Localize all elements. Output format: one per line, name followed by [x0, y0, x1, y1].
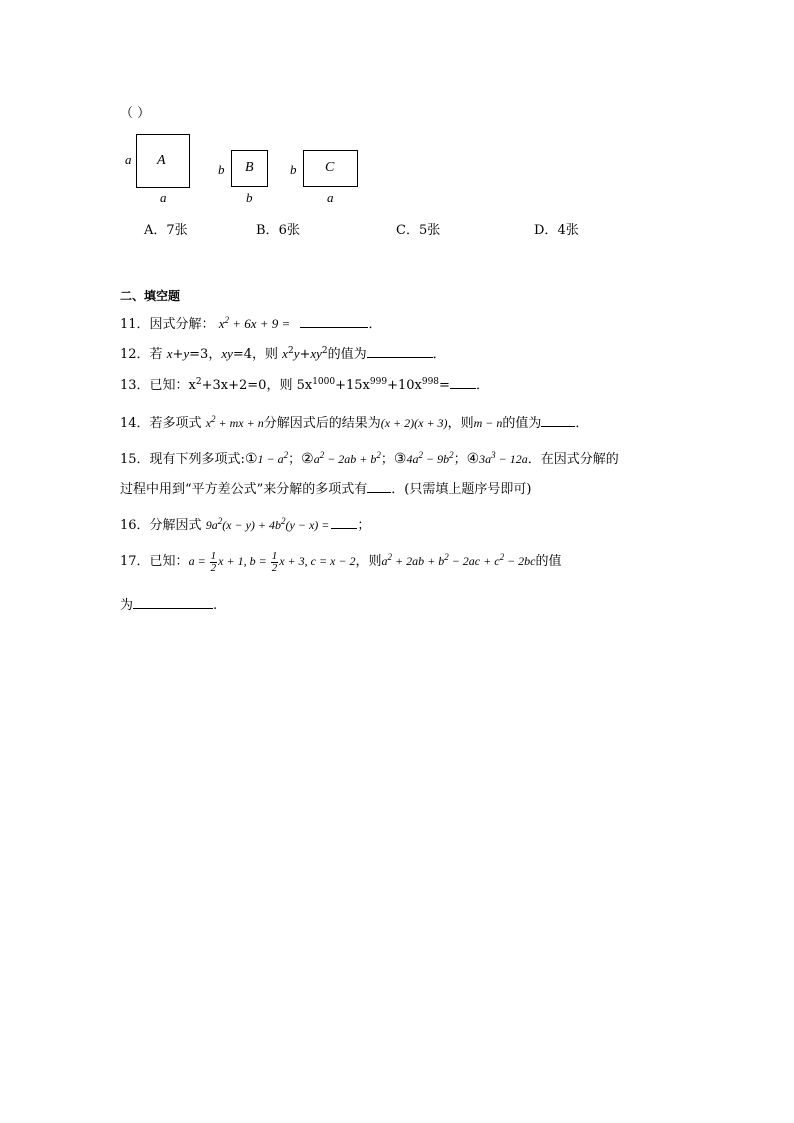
- q14-tail: ，则: [447, 416, 474, 431]
- question-11: 11．因式分解： $x^2 + 6x + 9$ = ．: [120, 315, 382, 332]
- square-a-name: A: [157, 153, 166, 168]
- q15-number: 15．: [120, 452, 150, 467]
- q17-number: 17．: [120, 554, 150, 569]
- q17-line-2: 为: [120, 598, 134, 613]
- question-14: 14．若多项式 $x^2$ + mx + n分解因式后的结果为(x + 2)(x + 3)，则m − n的值为 ．: [120, 414, 589, 431]
- option-b-text: 6张: [278, 223, 300, 238]
- option-a-text: 7张: [166, 223, 188, 238]
- option-b[interactable]: [256, 219, 300, 238]
- rect-c-side-label: b: [290, 162, 297, 177]
- q17-tail: 的值: [535, 554, 562, 569]
- q13-text-a: 已知：x: [149, 378, 196, 393]
- q15-circle-2: ②: [301, 451, 314, 467]
- q12-answer-blank[interactable]: [367, 345, 433, 358]
- q14-lead: 若多项式: [149, 416, 206, 431]
- rect-c-bottom-label: a: [327, 190, 334, 205]
- q13-exp-1000: 1000: [312, 377, 336, 387]
- q14-end: 的值为: [502, 416, 542, 431]
- q15-line-2-end: ．(只需填上题序号即可): [391, 482, 532, 497]
- q13-number: 13．: [120, 378, 150, 393]
- rect-c-name: C: [325, 160, 335, 175]
- q13-answer-blank[interactable]: [450, 376, 476, 389]
- question-12: 12．若 x+y=3，xy=4，则 $x^2y+xy^2$的值为 ．: [120, 346, 446, 362]
- q17-lead: 已知：: [149, 554, 189, 569]
- q13-exp-999: 999: [369, 377, 388, 387]
- q13-exp-998: 998: [421, 377, 440, 387]
- q12-text-d: 的值为: [327, 347, 367, 362]
- q16-number: 16．: [120, 518, 150, 533]
- section-title: 二、填空题: [120, 289, 181, 303]
- q17-mid: ，则: [355, 554, 382, 569]
- q15-circle-1: ①: [244, 451, 258, 467]
- q14-number: 14．: [120, 416, 150, 431]
- q11-expr: $x^2 + 6x + 9$ =: [218, 315, 291, 331]
- square-b-name: B: [245, 160, 254, 175]
- option-d[interactable]: [534, 219, 579, 238]
- q13-text-c: +15x: [335, 378, 370, 393]
- q13-text-e: =: [439, 378, 450, 393]
- q16-end: ；: [357, 518, 371, 533]
- q15-circle-4: ④: [466, 451, 480, 467]
- q12-text-c: =4，则: [232, 347, 283, 362]
- question-17-line-1: 17．已知：a = $\frac{1}{2}$ x + 1, b = $\frac{1}{2}$ x + 3, c = x − 2，则$a^2 + 2ab + b^2 - 2ac + c^2 - 2bc$的值: [120, 549, 562, 574]
- option-a-letter: A．: [144, 223, 167, 238]
- square-a-side-label: a: [125, 152, 132, 167]
- option-b-letter: B．: [256, 223, 279, 238]
- q14-answer-blank[interactable]: [541, 414, 575, 427]
- square-b-bottom-label: b: [246, 190, 253, 205]
- q12-number: 12．: [120, 347, 150, 362]
- q11-expr-tail: x + 9 =: [250, 316, 291, 331]
- option-d-text: 4张: [557, 223, 579, 238]
- question-15-line-1: 15．现有下列多项式:①1 − $a^2$；$②a^2 - 2ab + b^2$；$③4a^2 - 9b^2$；$④3a^3 - 12a$．在因式分解的: [120, 450, 619, 467]
- question-15-line-2: [120, 478, 531, 497]
- q11-lead: 因式分解：: [149, 317, 215, 332]
- q15-lead: 现有下列多项式:: [149, 452, 245, 467]
- option-c-text: 5张: [418, 223, 441, 238]
- q15-circle-3: ③: [393, 451, 407, 467]
- q16-lead: 分解因式: [149, 518, 206, 533]
- q12-text-a: 若: [149, 347, 167, 362]
- option-a[interactable]: [144, 219, 188, 238]
- question-17-line-2: 为 .: [120, 598, 218, 613]
- option-c-letter: C．: [396, 223, 419, 238]
- q15-answer-blank[interactable]: [367, 480, 391, 493]
- q13-exp-2: 2: [195, 377, 202, 387]
- option-c[interactable]: [396, 219, 440, 238]
- q15-tail: ．在因式分解的: [527, 452, 619, 467]
- q11-answer-blank[interactable]: [300, 315, 368, 328]
- q11-number: 11．: [120, 317, 150, 332]
- q13-text-d: +10x: [387, 378, 422, 393]
- q15-line-2: 过程中用到“平方差公式”来分解的多项式有: [120, 482, 368, 497]
- q17-answer-blank[interactable]: [133, 596, 213, 609]
- option-d-letter: D．: [534, 223, 558, 238]
- q12-text-b: =3，: [189, 347, 222, 362]
- question-13: 13．已知：$x^2+3x+2=0$，则 $5x^{1000}+15x^{999}+10x^{998}=$ ．: [120, 377, 489, 393]
- square-b-side-label: b: [218, 162, 225, 177]
- q16-answer-blank[interactable]: [331, 516, 357, 529]
- q13-text-b: +3x+2=0，则 5x: [201, 378, 313, 393]
- question-answer-bracket: （ ）: [120, 106, 151, 121]
- q14-mid: 分解因式后的结果为: [263, 416, 381, 431]
- question-16: 16．分解因式 $9a^2(x - y) + 4b^2(y - x)$ = ；: [120, 516, 371, 533]
- square-a-bottom-label: a: [160, 190, 167, 205]
